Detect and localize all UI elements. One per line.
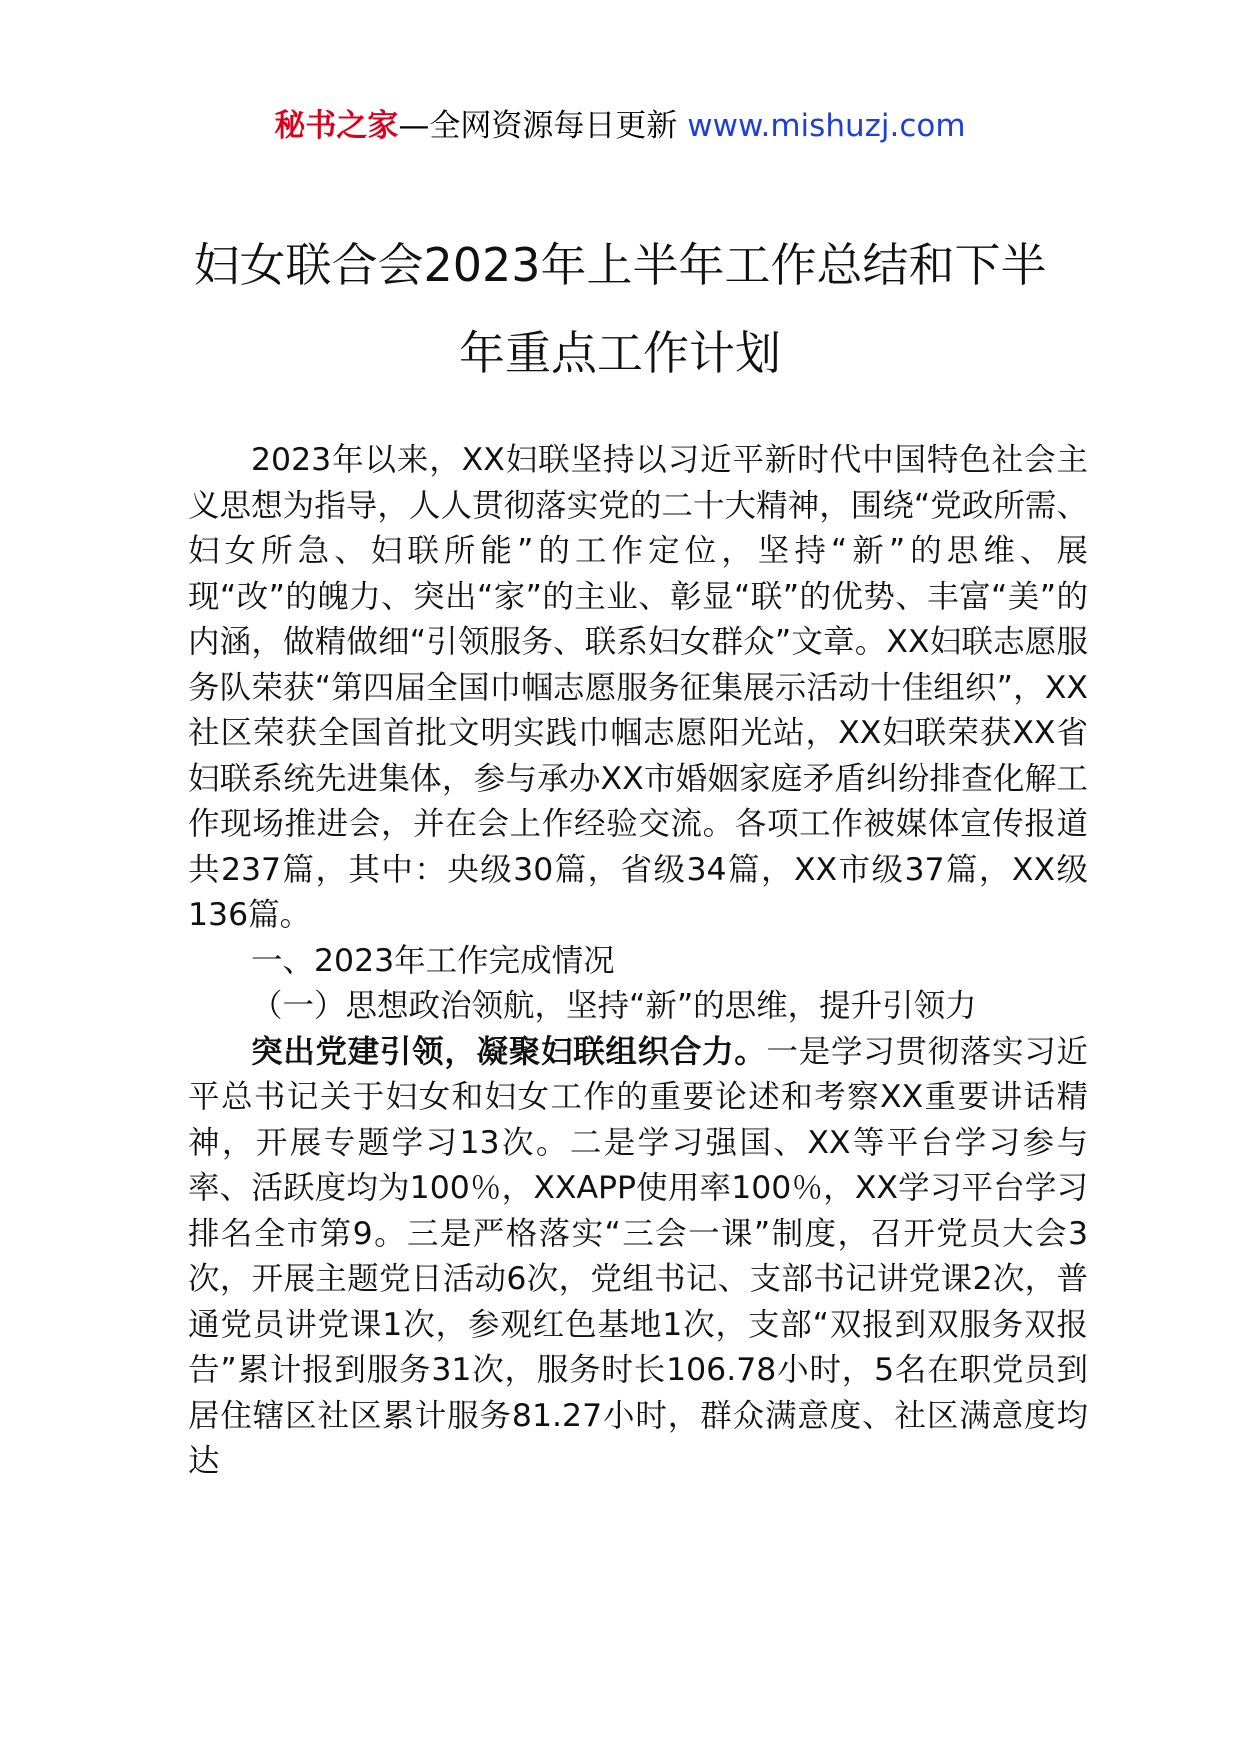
intro-paragraph: 2023年以来，XX妇联坚持以习近平新时代中国特色社会主义思想为指导，人人贯彻落实党的二十大精神，围绕“党政所需、妇女所急、妇联所能”的工作定位，坚持“新”的思维、展现“改”的魄力、突出“家”的主业、彰显“联”的优势、丰富“美”的内涵，做精做细“引领服务、联系妇女群众”文章。XX妇联志愿服务队荣获“第四届全国巾帼志愿服务征集展示活动十佳组织”，XX社区荣获全国首批文明实践巾帼志愿阳光站，XX妇联荣获XX省妇联系统先进集体，参与承办XX市婚姻家庭矛盾纠纷排查化解工作现场推进会，并在会上作经验交流。各项工作被媒体宣传报道共237篇，其中：央级30篇，省级34篇，XX市级37篇，XX级136篇。 bbox=[188, 442, 1088, 933]
document-body bbox=[188, 438, 1088, 1485]
document-title-line-1: 妇女联合会2023年上半年工作总结和下半 bbox=[193, 238, 1047, 292]
site-url: www.mishuzj.com bbox=[687, 108, 966, 144]
section-heading: 一、2023年工作完成情况 bbox=[251, 942, 615, 979]
body-paragraph bbox=[188, 1030, 1088, 1485]
document-title-line-2: 年重点工作计划 bbox=[459, 326, 781, 380]
site-header bbox=[0, 96, 1240, 156]
subsection-heading: （一）思想政治领航，坚持“新”的思维，提升引领力 bbox=[251, 988, 977, 1024]
paragraph-bold-lead: 突出党建引领，凝聚妇联组织合力。 bbox=[251, 1033, 767, 1070]
header-tagline: —全网资源每日更新 bbox=[398, 108, 678, 144]
paragraph-text: 一是学习贯彻落实习近平总书记关于妇女和妇女工作的重要论述和考察XX重要讲话精神，开展专题学习13次。二是学习强国、XX等平台学习参与率、活跃度均为100％，XXAPP使用率100％，XX学习平台学习排名全市第9。三是严格落实“三会一课”制度，召开党员大会3次，开展主题党日活动6次，党组书记、支部书记讲党课2次，普通党员讲党课1次，参观红色基地1次，支部“双报到双服务双报告”累计报到服务31次，服务时长106.78小时，5名在职党员到居住辖区社区累计服务81.27小时，群众满意度、社区满意度均达 bbox=[188, 1033, 1088, 1479]
brand-name: 秘书之家 bbox=[274, 108, 399, 144]
